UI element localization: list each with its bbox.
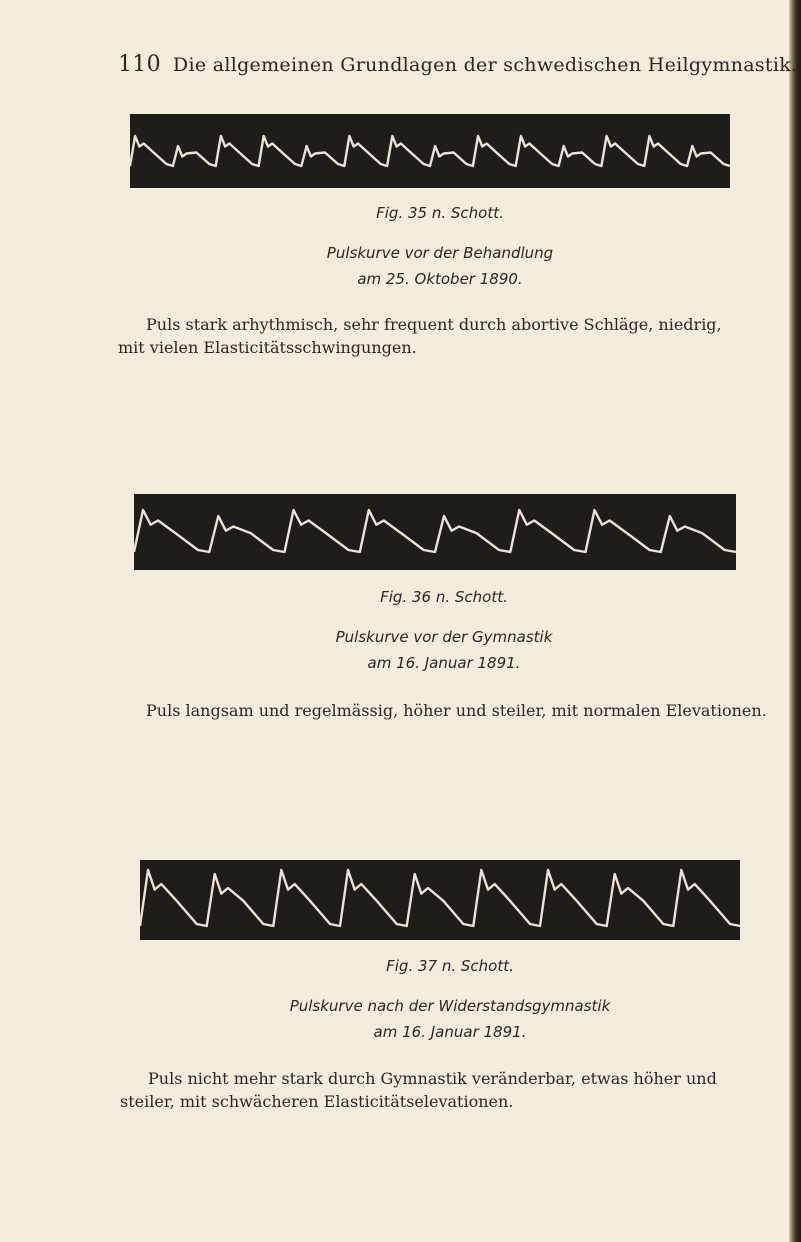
- fig-36-description: [118, 699, 768, 722]
- fig-37-text-line2: steiler, mit schwächeren Elasticitätselevationen.: [120, 1092, 514, 1111]
- fig-37-label: Fig. 37 n. Schott.: [386, 957, 514, 975]
- fig-35-label: Fig. 35 n. Schott.: [376, 204, 504, 222]
- running-header: [118, 52, 797, 77]
- fig-35-caption-line1: Pulskurve vor der Behandlung: [326, 244, 554, 262]
- fig-37-caption-line2: am 16. Januar 1891.: [373, 1023, 527, 1041]
- fig-37-text-line1: Puls nicht mehr stark durch Gymnastik veränderbar, etwas höher und: [148, 1069, 717, 1088]
- fig-35-text-line2: mit vielen Elasticitätsschwingungen.: [118, 338, 417, 357]
- fig-36-caption-line1: Pulskurve vor der Gymnastik: [335, 628, 553, 646]
- fig-36-label: Fig. 36 n. Schott.: [380, 588, 508, 606]
- pulse-trace-line: [140, 870, 740, 926]
- fig-37-description: [120, 1067, 760, 1113]
- fig-36-pulse-curve: [134, 494, 736, 570]
- fig-35-description: [118, 313, 758, 359]
- fig-35-caption-line2: am 25. Oktober 1890.: [357, 270, 523, 288]
- page-number: 110: [118, 52, 161, 77]
- running-title: Die allgemeinen Grundlagen der schwedischen Heilgymnastik.: [172, 54, 798, 76]
- pulse-trace-line: [130, 136, 730, 166]
- fig-36-text-line1: Puls langsam und regelmässig, höher und steiler, mit normalen Elevationen.: [146, 701, 767, 720]
- page-binding-edge: [789, 0, 801, 1242]
- fig-37-pulse-curve: [140, 860, 740, 940]
- fig-36-caption-line2: am 16. Januar 1891.: [367, 654, 521, 672]
- fig-37-caption-line1: Pulskurve nach der Widerstandsgymnastik: [289, 997, 611, 1015]
- fig-35-text-line1: Puls stark arhythmisch, sehr frequent durch abortive Schläge, niedrig,: [146, 315, 722, 334]
- fig-35-pulse-curve: [130, 114, 730, 188]
- pulse-trace-line: [134, 510, 736, 552]
